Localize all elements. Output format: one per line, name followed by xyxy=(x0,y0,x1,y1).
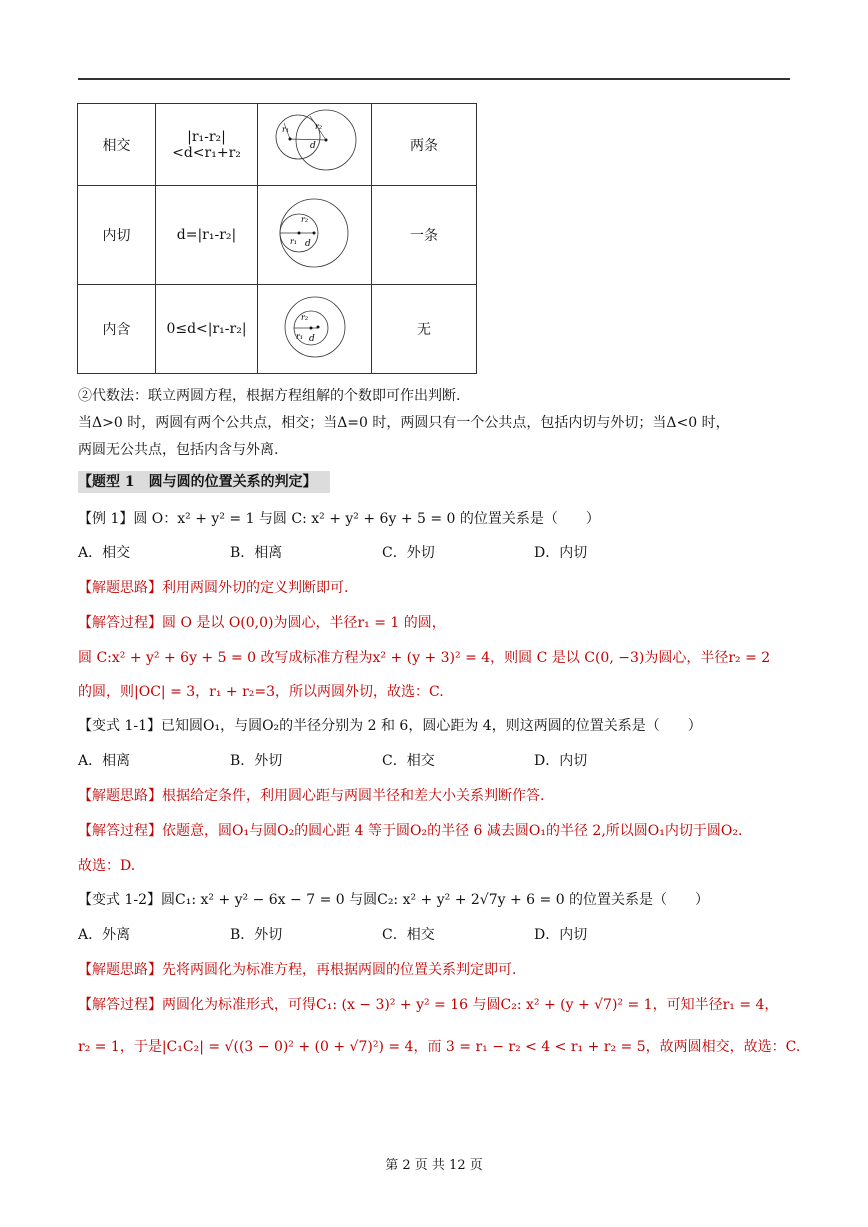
option-a: A．相离 xyxy=(78,753,131,769)
option-a: A．外离 xyxy=(78,927,131,943)
option-b: B．外切 xyxy=(230,753,283,769)
option-b: B．外切 xyxy=(230,927,283,943)
page-footer: 第 2 页 共 12 页 xyxy=(385,1158,483,1173)
tangent-count: 无 xyxy=(372,285,477,374)
solution-process: 圆 C:x² + y² + 6y + 5 = 0 改写成标准方程为x² + (y + 3)² = 4，则圆 C 是以 C(0, −3)为圆心，半径r₂ = 2 xyxy=(78,650,771,666)
example-question: 【例 1】圆 O：x² + y² = 1 与圆 C: x² + y² + 6y + 5 = 0 的位置关系是（ ） xyxy=(78,511,600,527)
svg-text:r₁: r₁ xyxy=(296,332,304,341)
option-d: D．内切 xyxy=(534,927,588,943)
relation-condition: |r₁-r₂|<d<r₁+r₂ xyxy=(156,104,258,186)
algebra-method-line: ②代数法：联立两圆方程，根据方程组解的个数即可作出判断. xyxy=(78,388,461,404)
section-title: 【题型 1 圆与圆的位置关系的判定】 xyxy=(78,471,330,493)
solution-process: 【解答过程】圆 O 是以 O(0,0)为圆心，半径r₁ = 1 的圆， xyxy=(78,615,446,631)
solution-idea: 【解题思路】利用两圆外切的定义判断即可. xyxy=(78,580,349,596)
solution-process: 的圆，则|OC| = 3，r₁ + r₂=3，所以两圆外切，故选：C. xyxy=(78,684,444,700)
svg-text:d: d xyxy=(305,239,311,249)
contained-diagram xyxy=(258,285,372,374)
svg-text:d: d xyxy=(309,334,315,344)
solution-process: 【解答过程】依题意，圆O₁与圆O₂的圆心距 4 等于圆O₂的半径 6 减去圆O₁的半径 2,所以圆O₁内切于圆O₂. xyxy=(78,823,743,839)
option-c: C．相交 xyxy=(382,927,435,943)
relation-name: 内切 xyxy=(78,186,156,285)
option-d: D．内切 xyxy=(534,545,588,561)
svg-text:r₂: r₂ xyxy=(315,122,323,131)
tangent-count: 两条 xyxy=(372,104,477,186)
variant-question: 【变式 1-2】圆C₁: x² + y² − 6x − 7 = 0 与圆C₂: x² + y² + 2√7y + 6 = 0 的位置关系是（ ） xyxy=(78,892,710,908)
option-d: D．内切 xyxy=(534,753,588,769)
relation-name: 内含 xyxy=(78,285,156,374)
relation-condition: d=|r₁-r₂| xyxy=(156,186,258,285)
option-a: A．相交 xyxy=(78,545,131,561)
variant-question: 【变式 1-1】已知圆O₁，与圆O₂的半径分别为 2 和 6，圆心距为 4，则这两圆的位置关系是（ ） xyxy=(78,718,702,734)
solution-process: r₂ = 1，于是|C₁C₂| = √((3 − 0)² + (0 + √7)²) = 4，而 3 = r₁ − r₂ < 4 < r₁ + r₂ = 5，故两圆相交，故选：C. xyxy=(78,1039,801,1055)
svg-text:d: d xyxy=(310,141,316,151)
option-c: C．外切 xyxy=(382,545,435,561)
algebra-method-line: 两圆无公共点，包括内含与外离. xyxy=(78,442,279,458)
intersect-diagram xyxy=(258,104,372,186)
relation-name: 相交 xyxy=(78,104,156,186)
circle-relation-table xyxy=(77,103,477,374)
relation-condition: 0≤d<|r₁-r₂| xyxy=(156,285,258,374)
svg-text:r₁: r₁ xyxy=(282,125,290,134)
table-row xyxy=(78,285,477,374)
option-b: B．相离 xyxy=(230,545,283,561)
solution-idea: 【解题思路】根据给定条件，利用圆心距与两圆半径和差大小关系判断作答. xyxy=(78,788,545,804)
solution-idea: 【解题思路】先将两圆化为标准方程，再根据两圆的位置关系判定即可. xyxy=(78,962,517,978)
svg-text:r₁: r₁ xyxy=(290,237,298,246)
solution-process: 【解答过程】两圆化为标准形式，可得C₁: (x − 3)² + y² = 16 与圆C₂: x² + (y + √7)² = 1，可知半径r₁ = 4， xyxy=(78,997,779,1013)
header-rule xyxy=(78,78,790,80)
table-row xyxy=(78,104,477,186)
tangent-count: 一条 xyxy=(372,186,477,285)
internal-tangent-diagram xyxy=(258,186,372,285)
svg-text:r₂: r₂ xyxy=(301,313,309,322)
algebra-method-line: 当Δ>0 时，两圆有两个公共点，相交；当Δ=0 时，两圆只有一个公共点，包括内切与外切；当Δ<0 时， xyxy=(78,415,730,431)
solution-process: 故选：D. xyxy=(78,858,136,874)
option-c: C．相交 xyxy=(382,753,435,769)
table-row xyxy=(78,186,477,285)
svg-text:r₂: r₂ xyxy=(301,215,309,224)
